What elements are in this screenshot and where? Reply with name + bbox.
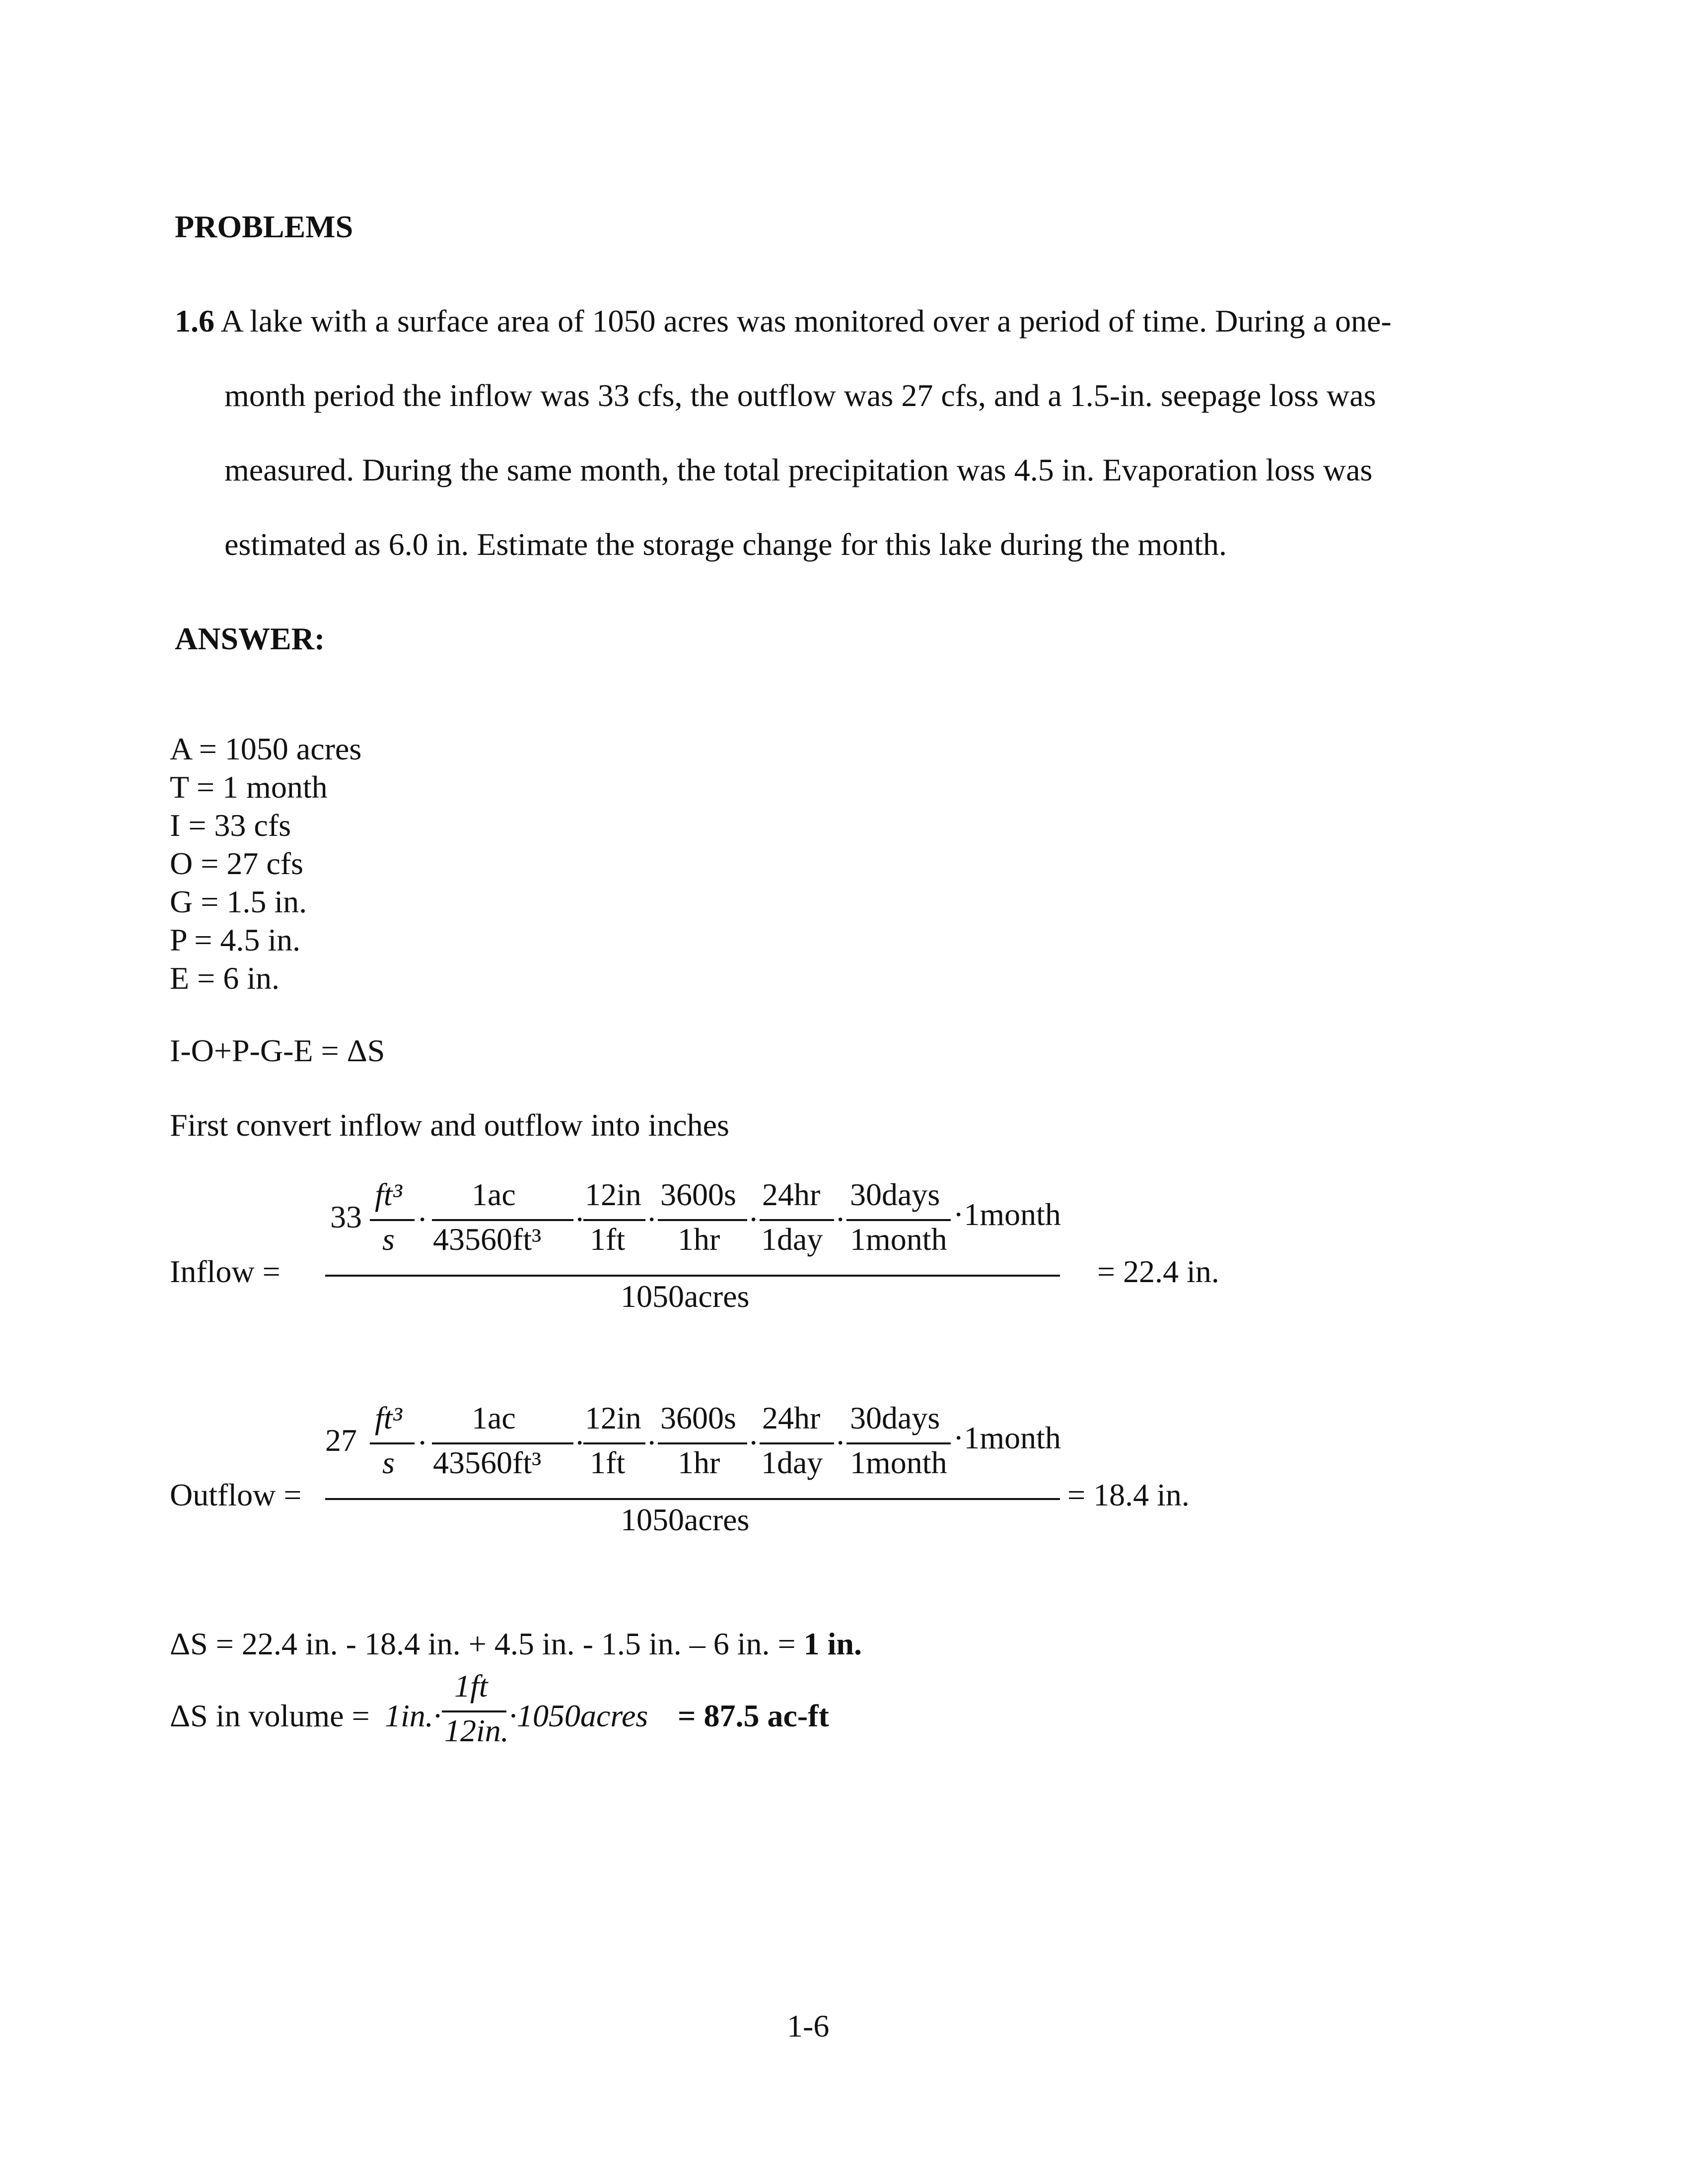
inflow-ft3: ft³	[375, 1177, 402, 1212]
outflow-1month: 1month	[850, 1445, 947, 1480]
inflow-1day: 1day	[761, 1222, 823, 1257]
problem-line-2: month period the inflow was 33 cfs, the outflow was 27 cfs, and a 1.5-in. seepage loss was	[224, 378, 1376, 413]
inflow-1ft: 1ft	[590, 1222, 626, 1257]
inflow-result: = 22.4 in.	[1097, 1254, 1219, 1289]
volume-num: 1ft	[454, 1668, 488, 1704]
inflow-1hr: 1hr	[678, 1222, 720, 1257]
given-time: T = 1 month	[170, 769, 328, 805]
outflow-result: = 18.4 in.	[1067, 1477, 1190, 1512]
problems-heading: PROBLEMS	[175, 209, 353, 244]
answer-heading: ANSWER:	[175, 621, 325, 656]
inflow-ac: 1ac	[472, 1177, 516, 1212]
problem-line-4: estimated as 6.0 in. Estimate the storage change for this lake during the month.	[224, 527, 1227, 562]
delta-s-expr: ΔS = 22.4 in. - 18.4 in. + 4.5 in. - 1.5 in. – 6 in. =	[170, 1626, 804, 1661]
delta-s-line	[170, 1626, 862, 1662]
outflow-1ft: 1ft	[590, 1445, 626, 1480]
volume-den: 12in.	[444, 1713, 509, 1748]
outflow-label: Outflow =	[170, 1477, 302, 1512]
given-outflow: O = 27 cfs	[170, 846, 303, 881]
inflow-times-month: ·1month	[953, 1197, 1061, 1232]
inflow-coef: 33	[330, 1199, 362, 1234]
problem-line-1	[175, 303, 1392, 340]
problem-line-3: measured. During the same month, the total precipitation was 4.5 in. Evaporation loss was	[224, 452, 1373, 487]
problem-number: 1.6	[175, 303, 214, 339]
page-number: 1-6	[787, 2008, 830, 2044]
balance-equation: I-O+P-G-E = ΔS	[170, 1033, 385, 1068]
outflow-12in: 12in	[585, 1400, 641, 1435]
inflow-12in: 12in	[585, 1177, 641, 1212]
convert-text: First convert inflow and outflow into inches	[170, 1107, 729, 1143]
inflow-24hr: 24hr	[762, 1177, 821, 1212]
inflow-denominator: 1050acres	[621, 1279, 750, 1314]
outflow-denominator: 1050acres	[621, 1502, 750, 1537]
inflow-label: Inflow =	[170, 1254, 281, 1289]
given-area: A = 1050 acres	[170, 731, 362, 766]
volume-lead: 1in.·	[385, 1698, 441, 1733]
outflow-1hr: 1hr	[678, 1445, 720, 1480]
outflow-24hr: 24hr	[762, 1400, 821, 1435]
volume-result: = 87.5 ac-ft	[678, 1698, 829, 1733]
problem-text-1: A lake with a surface area of 1050 acres was monitored over a period of time. During a one-	[220, 303, 1392, 339]
given-inflow: I = 33 cfs	[170, 808, 291, 843]
volume-label: ΔS in volume =	[170, 1698, 370, 1733]
inflow-3600s: 3600s	[660, 1177, 736, 1212]
outflow-ft3-acre: 43560ft³	[433, 1445, 542, 1480]
outflow-s: s	[382, 1445, 395, 1480]
inflow-s: s	[382, 1222, 395, 1257]
outflow-3600s: 3600s	[660, 1400, 736, 1435]
outflow-1day: 1day	[761, 1445, 823, 1480]
given-evap: E = 6 in.	[170, 960, 280, 996]
outflow-ac: 1ac	[472, 1400, 516, 1435]
outflow-coef: 27	[325, 1423, 357, 1458]
given-precip: P = 4.5 in.	[170, 922, 301, 957]
inflow-1month: 1month	[850, 1222, 947, 1257]
delta-s-result: 1 in.	[803, 1626, 862, 1661]
inflow-30days: 30days	[850, 1177, 940, 1212]
volume-tail: ·1050acres	[509, 1698, 648, 1733]
givens-list	[170, 730, 361, 997]
outflow-ft3: ft³	[375, 1400, 402, 1435]
inflow-ft3-acre: 43560ft³	[433, 1222, 542, 1257]
outflow-30days: 30days	[850, 1400, 940, 1435]
outflow-times-month: ·1month	[953, 1420, 1061, 1455]
given-seepage: G = 1.5 in.	[170, 884, 307, 919]
